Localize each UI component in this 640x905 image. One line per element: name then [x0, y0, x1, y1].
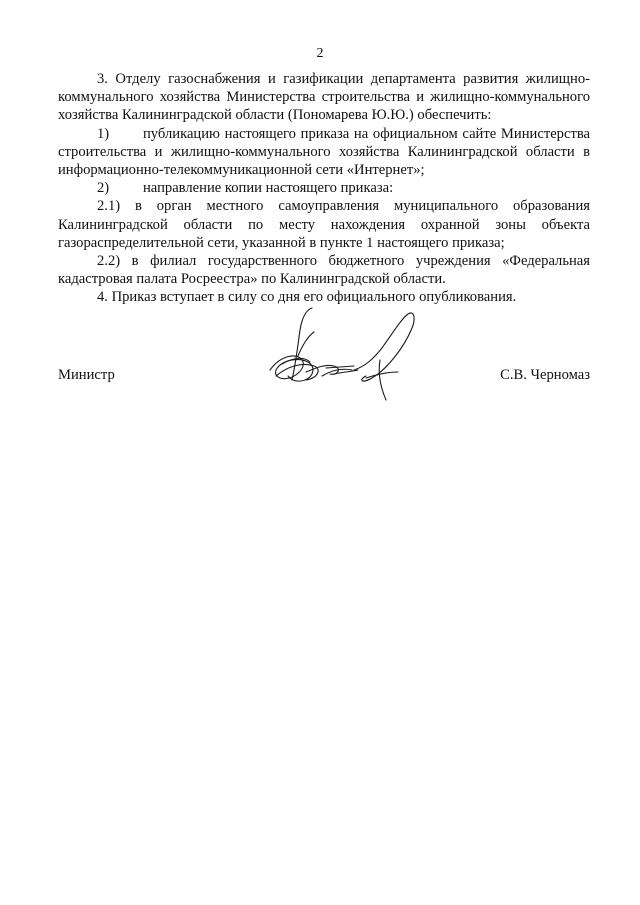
paragraph-text: 2.2) в филиал государственного бюджетного учреждения «Федеральная кадастровая палата Росреестра» по Калининградской области.	[58, 253, 590, 288]
paragraph-text: публикацию настоящего приказа на официальном сайте Министерства строительства и жилищно-коммунального хозяйства Калининградской области в информационно-телекоммуникационной сети «Интернет»;	[58, 125, 590, 179]
paragraph-text: направление копии настоящего приказа:	[143, 180, 394, 197]
paragraph-text: 4. Приказ вступает в силу со дня его официального опубликования.	[97, 289, 517, 306]
paragraph-item-2-1-local-government	[58, 197, 590, 252]
document-body	[58, 70, 590, 307]
paragraph-item-2-copies	[58, 179, 590, 197]
paragraph-text: 2.1) в орган местного самоуправления муниципального образования Калининградской области по месту нахождения охранной зоны объекта газораспределительной сети, указанной в пункте 1 настоящего приказа;	[58, 198, 590, 251]
paragraph-3-gas-department	[58, 70, 590, 125]
signer-position: Министр	[58, 367, 115, 383]
page-number: 2	[316, 46, 324, 61]
handwritten-signature	[262, 296, 450, 408]
paragraph-text: 3. Отделу газоснабжения и газификации департамента развития жилищно-коммунального хозяйства Министерства строительства и жилищно-коммунального хозяйства Калининградской области (Пономарева Ю.Ю.) обеспечить:	[58, 71, 590, 124]
signer-name: С.В. Черномаз	[500, 367, 590, 383]
paragraph-item-1-publication	[58, 125, 590, 180]
list-number: 1)	[97, 125, 110, 142]
paragraph-item-2-2-cadastral-chamber	[58, 252, 590, 288]
signature-block	[58, 366, 590, 386]
list-number: 2)	[97, 180, 110, 197]
